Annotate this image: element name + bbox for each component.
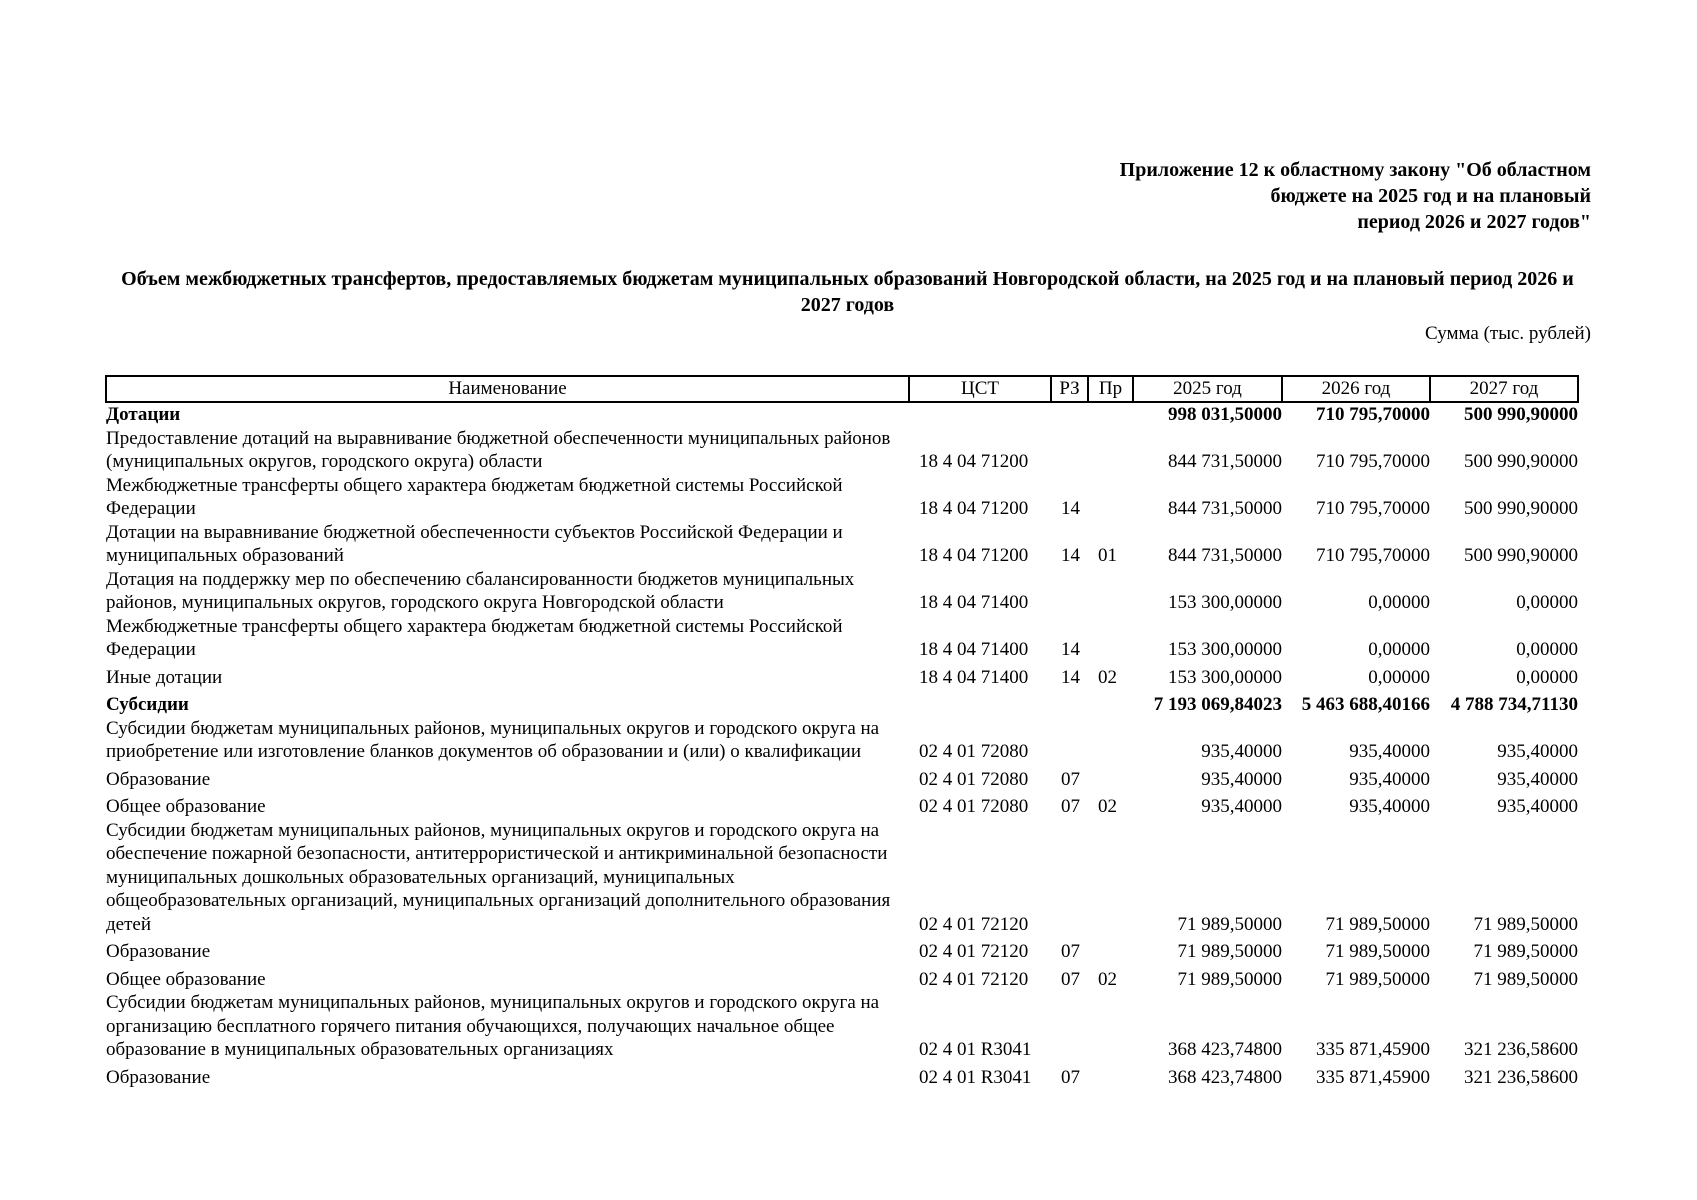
row-cst-cell: 02 4 01 72080 bbox=[919, 796, 1029, 817]
column-header-name: Наименование bbox=[106, 376, 909, 402]
row-2027-cell: 500 990,90000 bbox=[1464, 404, 1578, 425]
row-2026-cell: 335 871,45900 bbox=[1316, 1039, 1430, 1060]
row-pr-cell bbox=[1088, 819, 1133, 937]
row-2027-cell: 500 990,90000 bbox=[1464, 451, 1578, 472]
row-pr-cell bbox=[1088, 689, 1133, 717]
row-2025-cell: 153 300,00000 bbox=[1168, 666, 1282, 688]
row-rz-cell: 14 bbox=[1061, 498, 1080, 519]
column-header-2027: 2027 год bbox=[1430, 376, 1578, 402]
row-2025-cell: 935,40000 bbox=[1201, 768, 1282, 790]
row-cst-cell: 02 4 01 72120 bbox=[919, 913, 1029, 935]
row-2027-cell: 321 236,58600 bbox=[1464, 1066, 1578, 1088]
row-2026-cell: 710 795,70000 bbox=[1316, 498, 1430, 519]
row-pr-cell bbox=[1088, 568, 1133, 615]
row-name-cell: Субсидии бюджетам муниципальных районов, муниципальных округов и городского округа на организацию бесплатного горячего питания обучающихся, получающих начальное общее образование в муниципальных образовательных организациях bbox=[106, 992, 880, 1060]
row-2027-cell: 935,40000 bbox=[1497, 741, 1578, 762]
row-2027-cell: 71 989,50000 bbox=[1473, 941, 1578, 962]
row-2027-cell: 321 236,58600 bbox=[1464, 1039, 1578, 1060]
row-2027-cell: 4 788 734,71130 bbox=[1450, 694, 1578, 715]
row-name-cell: Субсидии бюджетам муниципальных районов, муниципальных округов и городского округа на обеспечение пожарной безопасности, антитеррористической и антикриминальной безопасности муниципальных дошкольных образовательных организаций, муниципальных общеобразовательных организаций, муниципальных организаций дополнительного образования детей bbox=[106, 819, 891, 935]
row-cst-cell: 02 4 01 R3041 bbox=[919, 1066, 1032, 1088]
row-pr-cell bbox=[1088, 402, 1133, 427]
row-2025-cell: 153 300,00000 bbox=[1168, 639, 1282, 660]
row-name-cell: Межбюджетные трансферты общего характера бюджетам бюджетной системы Российской Федерации bbox=[106, 474, 843, 519]
row-2026-cell: 71 989,50000 bbox=[1325, 941, 1430, 962]
row-2026-cell: 710 795,70000 bbox=[1316, 545, 1430, 566]
row-2025-cell: 153 300,00000 bbox=[1168, 592, 1282, 613]
row-2025-cell: 368 423,74800 bbox=[1168, 1066, 1282, 1088]
row-rz-cell bbox=[1051, 717, 1088, 764]
document-title: Объем межбюджетных трансфертов, предоставляемых бюджетам муниципальных образований Новгородской области, на 2025 год и на плановый период 2026 и 2027 годов bbox=[121, 268, 1574, 316]
row-rz-cell: 14 bbox=[1061, 666, 1080, 688]
row-2027-cell: 71 989,50000 bbox=[1473, 913, 1578, 935]
row-2025-cell: 935,40000 bbox=[1201, 741, 1282, 762]
row-pr-cell bbox=[1088, 615, 1133, 662]
table-row bbox=[106, 991, 1578, 1062]
column-header-rz: РЗ bbox=[1051, 376, 1088, 402]
appendix-note bbox=[891, 157, 1591, 235]
row-2027-cell: 0,00000 bbox=[1516, 639, 1578, 660]
table-row bbox=[106, 662, 1578, 690]
row-pr-cell: 02 bbox=[1098, 666, 1117, 688]
row-2026-cell: 5 463 688,40166 bbox=[1301, 694, 1430, 715]
row-cst-cell: 02 4 01 72120 bbox=[919, 968, 1029, 990]
row-pr-cell bbox=[1088, 717, 1133, 764]
row-2026-cell: 710 795,70000 bbox=[1316, 404, 1430, 425]
row-2025-cell: 998 031,50000 bbox=[1168, 404, 1282, 425]
row-2026-cell: 710 795,70000 bbox=[1316, 451, 1430, 472]
row-2027-cell: 0,00000 bbox=[1516, 592, 1578, 613]
row-rz-cell: 07 bbox=[1061, 941, 1080, 962]
appendix-line: Приложение 12 к областному закону "Об областном bbox=[1119, 159, 1591, 181]
row-name-cell: Предоставление дотаций на выравнивание бюджетной обеспеченности муниципальных районов (муниципальных округов, городского округа) области bbox=[106, 427, 891, 472]
row-2027-cell: 935,40000 bbox=[1497, 768, 1578, 790]
transfers-table bbox=[105, 375, 1579, 1089]
row-rz-cell bbox=[1051, 402, 1088, 427]
table-row bbox=[106, 936, 1578, 964]
table-row bbox=[106, 689, 1578, 717]
row-pr-cell bbox=[1088, 764, 1133, 792]
row-rz-cell bbox=[1051, 568, 1088, 615]
row-name-cell: Дотации bbox=[106, 404, 181, 425]
table-row bbox=[106, 717, 1578, 764]
row-name-cell: Общее образование bbox=[106, 968, 266, 990]
table-row bbox=[106, 819, 1578, 937]
row-2025-cell: 368 423,74800 bbox=[1168, 1039, 1282, 1060]
row-2025-cell: 71 989,50000 bbox=[1177, 941, 1282, 962]
row-cst-cell bbox=[909, 402, 1051, 427]
row-name-cell: Образование bbox=[106, 768, 211, 790]
table-row bbox=[106, 791, 1578, 819]
row-name-cell: Дотация на поддержку мер по обеспечению сбалансированности бюджетов муниципальных районов, муниципальных округов, городского округа Новгородской области bbox=[106, 568, 855, 613]
row-2026-cell: 71 989,50000 bbox=[1325, 913, 1430, 935]
row-cst-cell: 18 4 04 71200 bbox=[919, 451, 1029, 472]
row-2026-cell: 71 989,50000 bbox=[1325, 968, 1430, 990]
row-2027-cell: 500 990,90000 bbox=[1464, 498, 1578, 519]
row-name-cell: Образование bbox=[106, 1066, 211, 1088]
row-2027-cell: 71 989,50000 bbox=[1473, 968, 1578, 990]
column-header-2025: 2025 год bbox=[1133, 376, 1282, 402]
row-pr-cell bbox=[1088, 1062, 1133, 1090]
row-name-cell: Общее образование bbox=[106, 796, 266, 817]
table-header-row bbox=[106, 376, 1578, 402]
row-2025-cell: 71 989,50000 bbox=[1177, 913, 1282, 935]
row-2025-cell: 844 731,50000 bbox=[1168, 451, 1282, 472]
row-name-cell: Образование bbox=[106, 941, 211, 962]
table-row bbox=[106, 427, 1578, 474]
row-rz-cell: 07 bbox=[1061, 796, 1080, 817]
row-cst-cell: 18 4 04 71400 bbox=[919, 666, 1029, 688]
appendix-line: период 2026 и 2027 годов" bbox=[1357, 211, 1591, 233]
row-name-cell: Субсидии bbox=[106, 694, 189, 715]
row-2027-cell: 500 990,90000 bbox=[1464, 545, 1578, 566]
column-header-pr: Пр bbox=[1088, 376, 1133, 402]
row-2026-cell: 935,40000 bbox=[1349, 741, 1430, 762]
row-2027-cell: 0,00000 bbox=[1516, 666, 1578, 688]
row-cst-cell: 02 4 01 72120 bbox=[919, 941, 1029, 962]
row-pr-cell bbox=[1088, 991, 1133, 1062]
units-note: Сумма (тыс. рублей) bbox=[1425, 323, 1591, 344]
row-rz-cell: 07 bbox=[1061, 1066, 1080, 1088]
row-2026-cell: 0,00000 bbox=[1368, 666, 1430, 688]
row-pr-cell bbox=[1088, 474, 1133, 521]
row-2025-cell: 71 989,50000 bbox=[1177, 968, 1282, 990]
table-body bbox=[106, 402, 1578, 1089]
table-row bbox=[106, 1062, 1578, 1090]
row-name-cell: Субсидии бюджетам муниципальных районов, муниципальных округов и городского округа на приобретение или изготовление бланков документов об образовании и (или) о квалификации bbox=[106, 717, 880, 762]
row-rz-cell bbox=[1051, 991, 1088, 1062]
row-rz-cell bbox=[1051, 427, 1088, 474]
row-cst-cell: 18 4 04 71200 bbox=[919, 498, 1029, 519]
row-2026-cell: 0,00000 bbox=[1368, 639, 1430, 660]
row-pr-cell bbox=[1088, 936, 1133, 964]
row-rz-cell: 14 bbox=[1061, 639, 1080, 660]
row-name-cell: Дотации на выравнивание бюджетной обеспеченности субъектов Российской Федерации и муниципальных образований bbox=[106, 521, 843, 566]
row-name-cell: Межбюджетные трансферты общего характера бюджетам бюджетной системы Российской Федерации bbox=[106, 615, 843, 660]
row-cst-cell: 02 4 01 R3041 bbox=[919, 1039, 1032, 1060]
column-header-2026: 2026 год bbox=[1282, 376, 1430, 402]
row-2025-cell: 844 731,50000 bbox=[1168, 545, 1282, 566]
row-2026-cell: 0,00000 bbox=[1368, 592, 1430, 613]
row-cst-cell: 18 4 04 71400 bbox=[919, 592, 1029, 613]
row-rz-cell: 07 bbox=[1061, 768, 1080, 790]
table-row bbox=[106, 615, 1578, 662]
row-2025-cell: 844 731,50000 bbox=[1168, 498, 1282, 519]
row-name-cell: Иные дотации bbox=[106, 666, 223, 688]
row-2026-cell: 935,40000 bbox=[1349, 768, 1430, 790]
row-2025-cell: 935,40000 bbox=[1201, 796, 1282, 817]
row-2026-cell: 935,40000 bbox=[1349, 796, 1430, 817]
row-pr-cell bbox=[1088, 427, 1133, 474]
row-rz-cell: 14 bbox=[1061, 545, 1080, 566]
column-header-cst: ЦСТ bbox=[909, 376, 1051, 402]
table-row bbox=[106, 402, 1578, 427]
row-rz-cell bbox=[1051, 819, 1088, 937]
row-rz-cell bbox=[1051, 689, 1088, 717]
row-cst-cell: 18 4 04 71200 bbox=[919, 545, 1029, 566]
row-cst-cell: 02 4 01 72080 bbox=[919, 741, 1029, 762]
table-row bbox=[106, 764, 1578, 792]
row-cst-cell bbox=[909, 689, 1051, 717]
table-row bbox=[106, 474, 1578, 521]
appendix-line: бюджете на 2025 год и на плановый bbox=[1270, 185, 1591, 207]
row-cst-cell: 02 4 01 72080 bbox=[919, 768, 1029, 790]
row-2025-cell: 7 193 069,84023 bbox=[1153, 694, 1282, 715]
row-pr-cell: 01 bbox=[1098, 545, 1117, 566]
table-row bbox=[106, 568, 1578, 615]
table-row bbox=[106, 964, 1578, 992]
row-pr-cell: 02 bbox=[1098, 968, 1117, 990]
row-2027-cell: 935,40000 bbox=[1497, 796, 1578, 817]
table-row bbox=[106, 521, 1578, 568]
row-rz-cell: 07 bbox=[1061, 968, 1080, 990]
row-pr-cell: 02 bbox=[1098, 796, 1117, 817]
row-2026-cell: 335 871,45900 bbox=[1316, 1066, 1430, 1088]
row-cst-cell: 18 4 04 71400 bbox=[919, 639, 1029, 660]
